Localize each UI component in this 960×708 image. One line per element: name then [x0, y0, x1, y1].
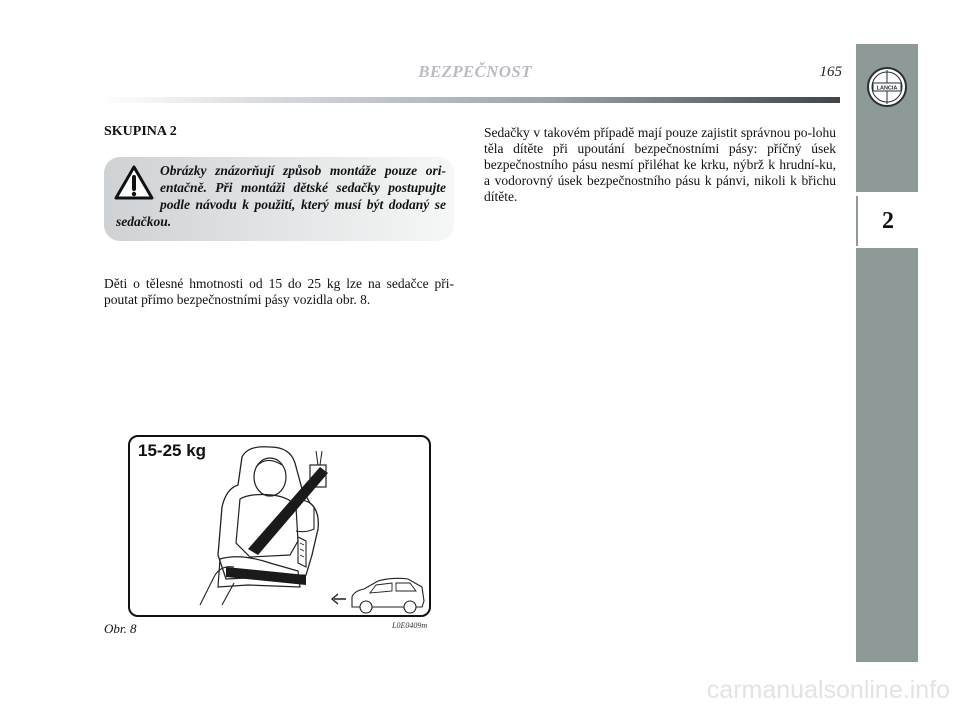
weight-label: 15-25 kg [138, 441, 207, 460]
logo-text: LANCIA [876, 85, 898, 92]
right-paragraph: Sedačky v takovém případě mají pouze zajistit správnou po-lohu těla dítěte při upoutání bezpečnostními pásy: příčný úsek bezpečnostního pásu nesmí přiléhat ke krku, nýbrž k hrudní-ku, a vodorovný úsek bezpečnostního pásu k pánvi, nikoli k břichu dítěte. [484, 125, 836, 204]
chapter-number: 2 [856, 196, 918, 246]
left-paragraph: Děti o tělesné hmotnosti od 15 do 25 kg lze na sedačce při-poutat přímo bezpečnostními pásy vozidla obr. 8. [104, 276, 454, 307]
header-title: BEZPEČNOST [418, 62, 532, 81]
page-number: 165 [819, 64, 842, 80]
header-rule [100, 97, 840, 103]
figure-caption: Obr. 8 [104, 621, 137, 636]
side-tab-bottom [856, 248, 918, 662]
figure-code: L0E0409m [392, 621, 428, 630]
watermark: carmanualsonline.info [706, 676, 950, 704]
warning-text: Obrázky znázorňují způsob montáže pouze ori-entačně. Při montáži dětské sedačky postupujte podle návodu k použití, který musí být dodaný se sedačkou. [116, 163, 446, 229]
section-heading: SKUPINA 2 [104, 124, 177, 139]
figure-frame [128, 435, 431, 617]
lancia-logo-icon [866, 66, 908, 108]
child-seat-illustration [130, 437, 429, 615]
warning-box [104, 157, 454, 241]
